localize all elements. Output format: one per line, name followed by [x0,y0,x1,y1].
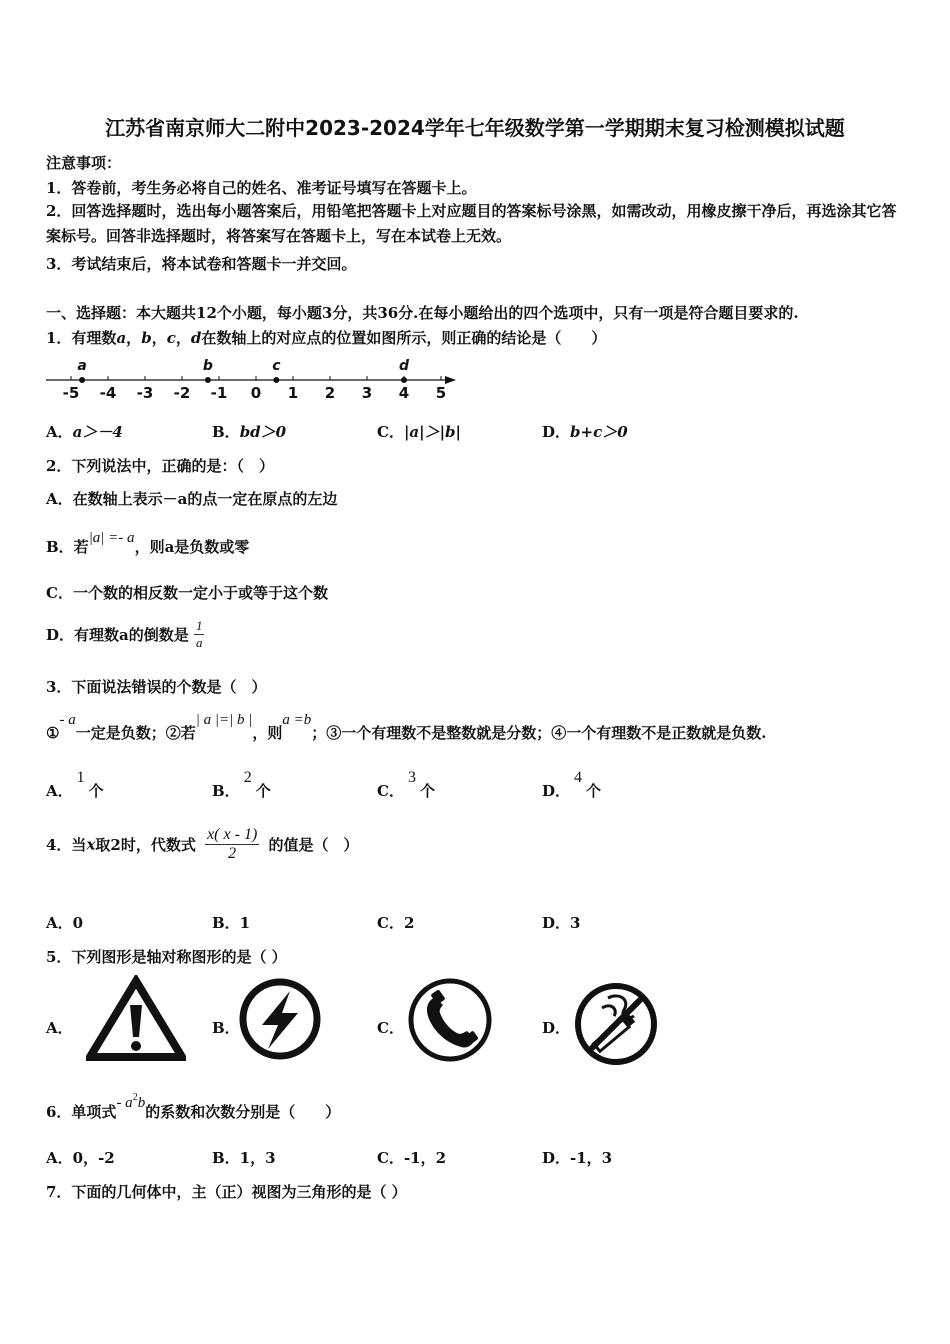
q2-stem: 2．下列说法中，正确的是：（ ） [46,457,274,475]
q5-option-c[interactable]: C． [377,1019,404,1037]
q6-stem: 6．单项式- $a^2b$的系数和次数分别是（ ） [46,1092,341,1121]
q5-stem: 5．下列图形是轴对称图形的是（ ） [46,948,287,966]
number-line-arrow [445,376,456,384]
tick-label: 4 [398,384,410,402]
tick-label: 3 [361,384,373,402]
notice-item-2: 2．回答选择题时，选出每小题答案后，用铅笔把答题卡上对应题目的答案标号涂黑，如需改动，用橡皮擦干净后，再选涂其它答案标号。回答非选择题时，将答案写在答题卡上，写在本试卷上无效。 [46,202,897,245]
q2-option-b[interactable]: B．若|a| =- a，则a是负数或零 [46,530,250,556]
warning-triangle-icon [86,975,186,1065]
q1-option-a[interactable]: A．a＞－4 [46,423,123,441]
q5-option-b[interactable]: B． [212,1019,240,1037]
q2-option-c[interactable]: C．一个数的相反数一定小于或等于这个数 [46,584,328,602]
q5-option-a[interactable]: A． [46,1019,73,1037]
q4-option-d[interactable]: D．3 [542,914,581,932]
exam-title: 江苏省南京师大二附中2023-2024学年七年级数学第一学期期末复习检测模拟试题 [105,116,845,140]
tick-label: 0 [250,384,262,402]
q6-option-d[interactable]: D．-1，3 [542,1149,613,1167]
tick-label: -2 [173,384,191,402]
tick-label: -3 [136,384,154,402]
q4-option-a[interactable]: A．0 [46,914,84,932]
q2-option-a[interactable]: A．在数轴上表示－a的点一定在原点的左边 [46,490,338,508]
tick-label: -5 [62,384,80,402]
q5-option-d[interactable]: D． [542,1019,571,1037]
point-a [79,377,85,383]
q2-b-formula: |a| =- a [88,530,135,546]
point-c [273,377,279,383]
telephone-icon [405,975,495,1065]
point-label-d: d [398,358,410,374]
q1-option-b[interactable]: B．bd＞0 [212,423,287,441]
point-label-b: b [202,358,213,374]
number-line-points [77,358,410,383]
q1-number-line [40,352,460,402]
q3-stem: 3．下面说法错误的个数是（ ） [46,678,267,696]
point-d [401,377,407,383]
q4-option-c[interactable]: C．2 [377,914,415,932]
q1-option-d[interactable]: D．b+c＞0 [542,423,628,441]
q6-option-a[interactable]: A．0，-2 [46,1149,115,1167]
lightning-bolt-icon [236,975,324,1063]
q3-option-d[interactable]: D．4个 [542,769,602,800]
point-label-a: a [77,358,87,374]
q3-statements: ①- a一定是负数；②若| a |=| b |，则a =b；③一个有理数不是整数就是分数；④一个有理数不是正数就是负数. [46,712,767,742]
q4-stem: 4．当x取2时，代数式 $\frac{x( x - 1)}{2}$ 的值是（ ） [46,826,359,862]
q3-option-a[interactable]: A．1个 [46,769,104,800]
q4-fraction: $\frac{x( x - 1)}{2}$ [207,826,258,862]
section-1-heading: 一、选择题：本大题共12个小题，每小题3分，共36分.在每小题给出的四个选项中，只有一项是符合题目要求的. [46,304,799,322]
tick-label: 2 [324,384,336,402]
q1-stem: 1．有理数a，b，c，d在数轴上的对应点的位置如图所示，则正确的结论是（ ） [46,329,607,347]
notice-item-1: 1．答卷前，考生务必将自己的姓名、准考证号填写在答题卡上。 [46,179,477,197]
notice-heading: 注意事项： [46,154,122,172]
q2-d-fraction: $\frac{1}{a}$ [195,618,203,650]
point-b [205,377,211,383]
q3-option-b[interactable]: B．2个 [212,769,271,800]
tick-label: -1 [210,384,228,402]
no-smoking-icon [572,980,660,1068]
tick-label: -4 [99,384,117,402]
q4-option-b[interactable]: B．1 [212,914,251,932]
q1-option-c[interactable]: C．|a|＞|b| [377,423,461,441]
q7-stem: 7．下面的几何体中，主（正）视图为三角形的是（ ） [46,1183,407,1201]
tick-label: 1 [287,384,299,402]
q6-option-c[interactable]: C．-1，2 [377,1149,447,1167]
tick-label: 5 [435,384,447,402]
q3-option-c[interactable]: C．3个 [377,769,435,800]
q6-option-b[interactable]: B．1，3 [212,1149,276,1167]
q6-monomial: - $a^2b$ [116,1092,146,1111]
notice-item-3: 3．考试结束后，将本试卷和答题卡一并交回。 [46,255,357,273]
point-label-c: c [272,358,281,374]
q2-option-d[interactable]: D．有理数a的倒数是 $\frac{1}{a}$ [46,618,203,650]
